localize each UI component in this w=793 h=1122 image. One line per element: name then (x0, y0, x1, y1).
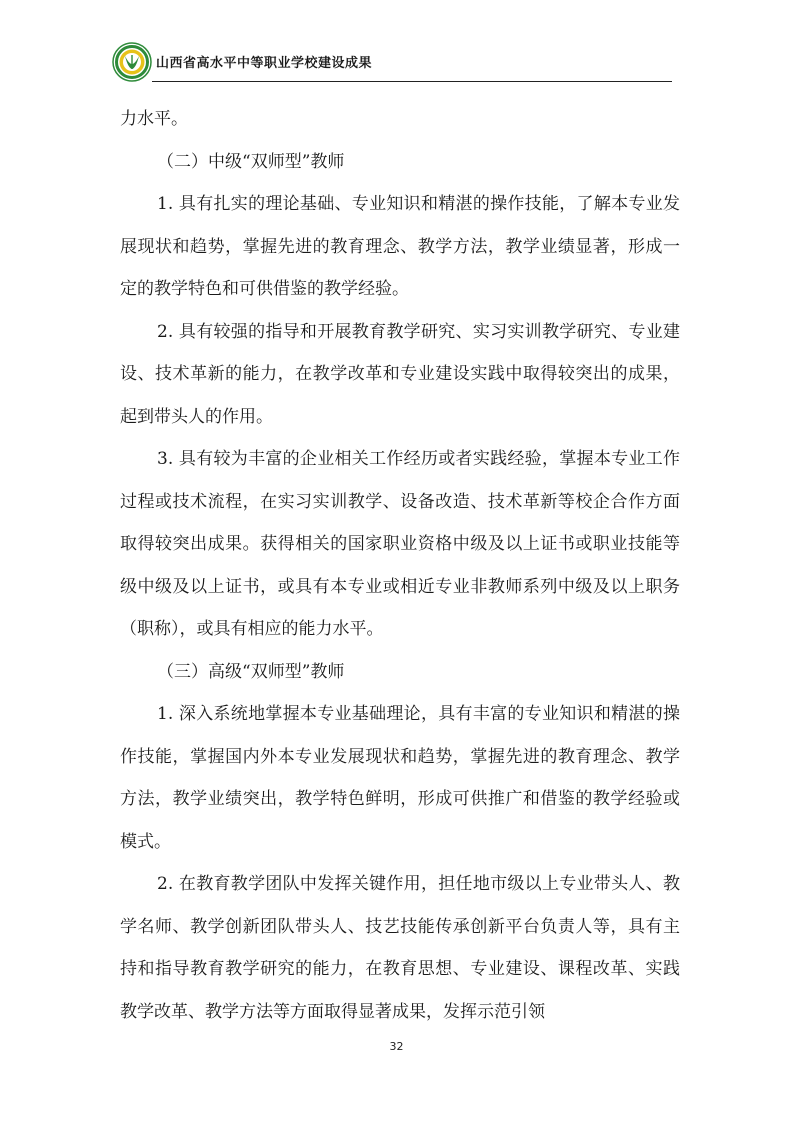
header-title: 山西省高水平中等职业学校建设成果 (156, 56, 373, 71)
section-subheading: （三）高级“双师型”教师 (157, 661, 345, 682)
body-paragraph: 3. 具有较为丰富的企业相关工作经历或者实践经验，掌握本专业工作过程或技术流程，在实习实训教学、设备改造、技术革新等校企合作方面取得较突出成果。获得相关的国家职业资格中级及以上证书或职业技能等级中级及以上证书，或具有本专业或相近专业非教师系列中级及以上职务（职称），或具有相应的能力水平。 (120, 449, 680, 639)
body-paragraph: 1. 具有扎实的理论基础、专业知识和精湛的操作技能，了解本专业发展现状和趋势，掌握先进的教育理念、教学方法，教学业绩显著，形成一定的教学特色和可供借鉴的教学经验。 (120, 194, 680, 299)
body-paragraph: 2. 具有较强的指导和开展教育教学研究、实习实训教学研究、专业建设、技术革新的能力，在教学改革和专业建设实践中取得较突出的成果，起到带头人的作用。 (120, 321, 680, 427)
page-header (112, 40, 672, 86)
school-emblem-icon (112, 42, 152, 82)
body-paragraph: 2. 在教育教学团队中发挥关键作用，担任地市级以上专业带头人、教学名师、教学创新团队带头人、技艺技能传承创新平台负责人等，具有主持和指导教育教学研究的能力，在教育思想、专业建设、课程改革、实践教学改革、教学方法等方面取得显著成果，发挥示范引领 (120, 874, 680, 1022)
document-body (120, 98, 680, 1033)
section-subheading: （二）中级“双师型”教师 (157, 151, 345, 172)
header-divider (152, 81, 672, 82)
body-paragraph: 1. 深入系统地掌握本专业基础理论，具有丰富的专业知识和精湛的操作技能，掌握国内外本专业发展现状和趋势，掌握先进的教育理念、教学方法，教学业绩突出，教学特色鲜明，形成可供推广和借鉴的教学经验或模式。 (120, 704, 680, 852)
page-number: 32 (389, 1040, 404, 1053)
body-paragraph: 力水平。 (120, 109, 188, 129)
